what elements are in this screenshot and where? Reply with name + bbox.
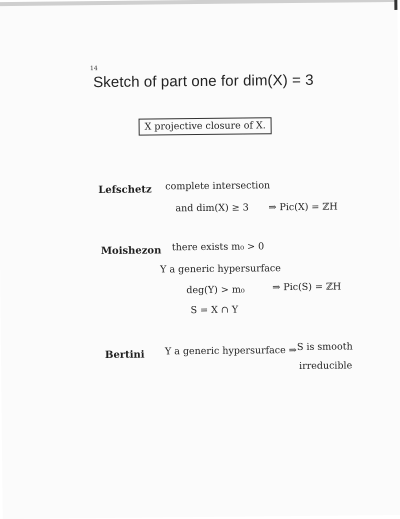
page-number: 14 <box>89 65 98 73</box>
lefschetz-result: ⇒ Pic(X) = ℤH <box>268 201 338 214</box>
bertini-condition: Y a generic hypersurface ⇒ <box>164 344 297 358</box>
boxed-definition: X projective closure of X. <box>139 117 272 135</box>
bertini-label: Bertini <box>104 349 145 361</box>
moishezon-condition-1: there exists m₀ > 0 <box>171 241 265 254</box>
lefschetz-label: Lefschetz <box>98 184 152 197</box>
lefschetz-condition-1: complete intersection <box>165 180 271 193</box>
page-title: Sketch of part one for dim(X) = 3 <box>93 71 314 92</box>
bertini-result-smooth: S is smooth <box>296 341 353 353</box>
scan-edge <box>0 0 397 6</box>
moishezon-result: ⇒ Pic(S) = ℤH <box>272 281 342 294</box>
scan-mark <box>394 0 397 10</box>
moishezon-label: Moishezon <box>100 245 162 258</box>
moishezon-condition-2: Y a generic hypersurface <box>160 263 281 276</box>
moishezon-condition-4: S = X ∩ Y <box>190 304 239 317</box>
bertini-result-irreducible: irreducible <box>299 360 353 372</box>
moishezon-condition-3: deg(Y) > m₀ <box>186 284 245 297</box>
lefschetz-condition-2: and dim(X) ≥ 3 <box>175 202 249 215</box>
